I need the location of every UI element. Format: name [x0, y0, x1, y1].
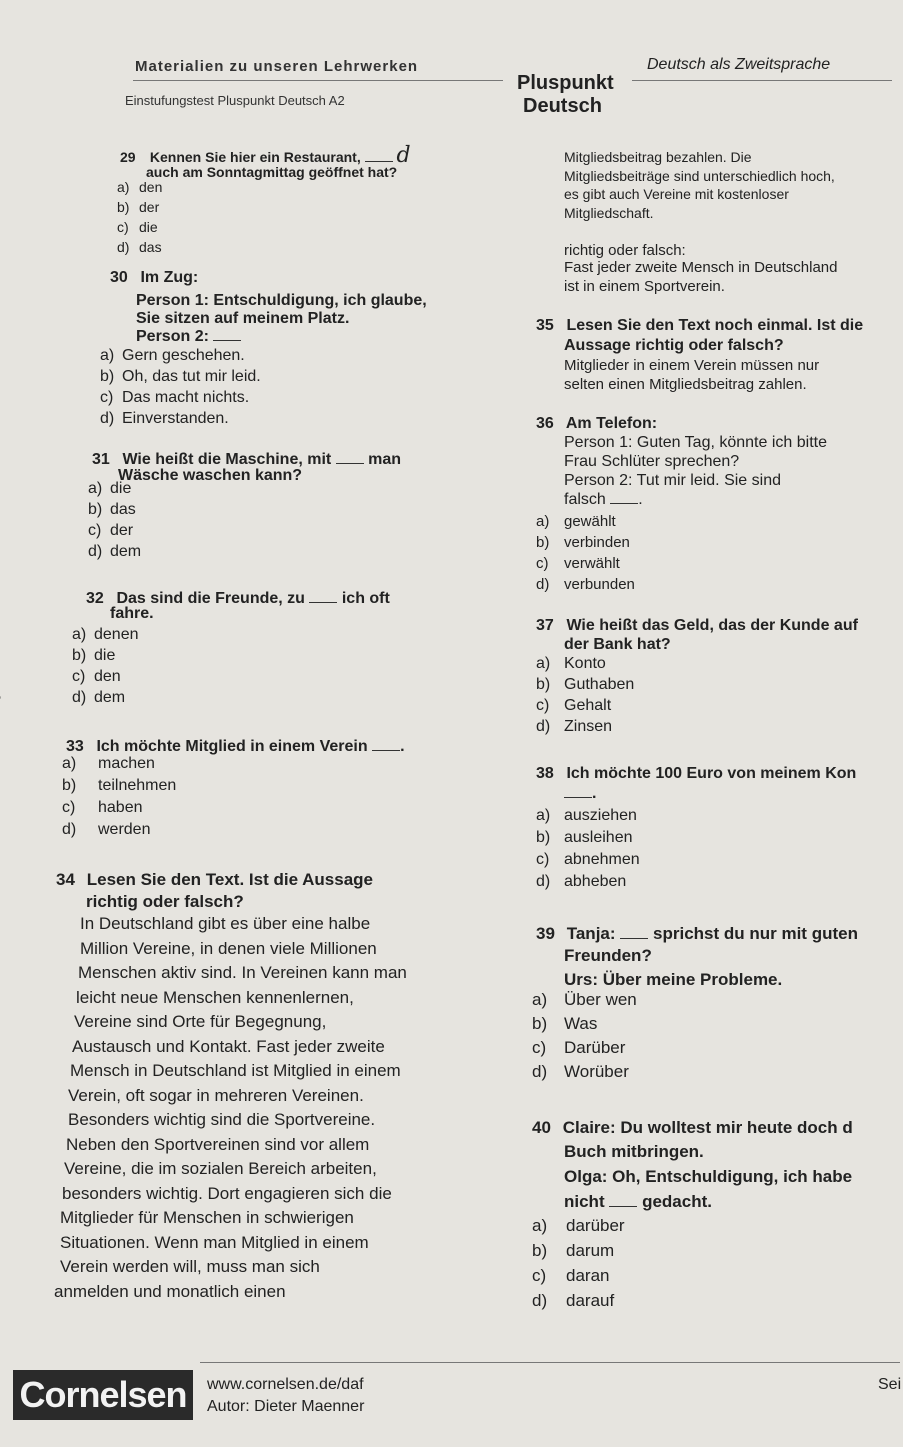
question-31-line2: Wäsche waschen kann?	[118, 467, 303, 484]
question-33-options	[62, 753, 176, 841]
question-31-options	[88, 478, 141, 562]
option-a[interactable]: a) Über wen	[532, 990, 637, 1009]
option-d[interactable]: d) Einverstanden.	[100, 410, 229, 427]
continued-text: Mitgliedsbeitrag bezahlen. Die Mitgliedsbeiträge sind unterschiedlich hoch, es gibt auch Vereine mit kostenloser Mitgliedschaft.	[564, 149, 835, 221]
question-29-line2: auch am Sonntagmittag geöffnet hat?	[146, 164, 398, 180]
option-a[interactable]: a) die	[88, 480, 132, 497]
option-b[interactable]: b) Guthaben	[536, 676, 635, 693]
question-40-line3: Olga: Oh, Entschuldigung, ich habe	[564, 1167, 853, 1186]
question-39-options	[532, 988, 637, 1084]
answer-blank	[372, 738, 400, 751]
question-40-options	[532, 1213, 625, 1313]
option-d[interactable]: d) werden	[62, 821, 151, 838]
option-a[interactable]: a) den	[117, 179, 163, 195]
test-title: Einstufungstest Pluspunkt Deutsch A2	[125, 93, 345, 108]
option-b[interactable]: b) ausleihen	[536, 829, 633, 846]
question-text: Wie heißt die Maschine, mit	[122, 451, 332, 468]
rf-statement: Fast jeder zweite Mensch in Deutschland ist in einem Sportverein.	[564, 259, 838, 295]
footer-author: Autor: Dieter Maenner	[207, 1398, 365, 1415]
option-b[interactable]: b) Was	[532, 1014, 598, 1033]
question-number: 33	[66, 738, 84, 755]
reading-text: In Deutschland gibt es über eine halbe Million Vereine, in denen viele Millionen Menschen aktiv sind. In Vereinen kann man leicht neue Menschen kennenlernen, Vereine sind Orte für Begegnung, Austausch und Kontakt. Fast jeder zweite Mensch in Deutschland ist Mitglied in einem Verein, oft sogar in mehreren Vereinen. Besonders wichtig sind die Sportvereine. Neben den Sportvereinen sind vor allem Vereine, die im sozialen Bereich arbeiten, besonders wichtig. Dort engagieren sich die Mitglieder für Menschen in schwierigen Situationen. Wenn man Mitglied in einem Verein werden will, muss man sich anmelden und monatlich einen	[54, 914, 407, 1301]
question-30-line3: Sie sitzen auf meinem Platz.	[136, 310, 350, 327]
subject-title: Deutsch als Zweitsprache	[647, 56, 831, 73]
question-text: Am Telefon:	[565, 415, 658, 432]
option-d[interactable]: d) dem	[88, 543, 142, 560]
option-b[interactable]: b) die	[72, 647, 116, 664]
question-35-line2: Aussage richtig oder falsch?	[564, 337, 784, 354]
question-number: 38	[536, 765, 554, 782]
option-d[interactable]: d) dem	[72, 689, 126, 706]
question-number: 37	[536, 617, 554, 634]
series-title: Materialien zu unseren Lehrwerken	[135, 58, 419, 75]
option-d[interactable]: d) das	[117, 239, 162, 255]
option-b[interactable]: b) darum	[532, 1241, 615, 1260]
question-number: 30	[110, 269, 128, 286]
question-number: 40	[532, 1118, 551, 1137]
answer-blank	[365, 149, 393, 162]
question-37-options	[536, 653, 634, 737]
option-d[interactable]: d) abheben	[536, 873, 627, 890]
copyright-sidebar	[0, 550, 1, 782]
question-text: Im Zug:	[140, 269, 199, 286]
answer-blank	[620, 926, 648, 939]
question-number: 39	[536, 924, 555, 943]
question-38-line2: .	[564, 784, 596, 803]
answer-blank	[213, 328, 241, 341]
option-c[interactable]: c) haben	[62, 799, 143, 816]
question-35-statement: Mitglieder in einem Verein müssen nur selten einen Mitgliedsbeitrag zahlen.	[564, 357, 820, 393]
option-d[interactable]: d) Worüber	[532, 1062, 629, 1081]
answer-blank	[309, 590, 337, 603]
question-30-options	[100, 345, 261, 429]
option-a[interactable]: a) darüber	[532, 1216, 625, 1235]
option-a[interactable]: a) machen	[62, 755, 155, 772]
question-34-line2: richtig oder falsch?	[86, 892, 244, 911]
option-b[interactable]: b) der	[117, 199, 160, 215]
question-text: Tanja:	[566, 924, 616, 943]
answer-blank	[610, 491, 638, 504]
question-text: Das sind die Freunde, zu	[116, 590, 305, 607]
question-36	[536, 414, 657, 433]
option-a[interactable]: a) denen	[72, 626, 139, 643]
question-40-line2: Buch mitbringen.	[564, 1142, 704, 1161]
answer-blank	[336, 451, 364, 464]
question-33: 33 Ich möchte Mitglied in einem Verein .	[66, 738, 405, 755]
question-text: Lesen Sie den Text. Ist die Aussage	[86, 870, 373, 889]
option-c[interactable]: c) abnehmen	[536, 851, 640, 868]
option-b[interactable]: b) teilnehmen	[62, 777, 177, 794]
answer-blank	[564, 785, 592, 798]
header-rule-left	[133, 80, 503, 81]
question-39: 39 Tanja: sprichst du nur mit guten	[536, 924, 858, 943]
question-number: 36	[536, 415, 554, 432]
option-b[interactable]: b) Oh, das tut mir leid.	[100, 368, 261, 385]
question-text: Lesen Sie den Text noch einmal. Ist die	[566, 317, 864, 334]
question-31: 31 Wie heißt die Maschine, mit man	[92, 451, 402, 468]
question-35	[536, 316, 863, 335]
question-40-line4: nicht gedacht.	[564, 1192, 712, 1211]
option-a[interactable]: a) gewählt	[536, 513, 616, 530]
question-32-options	[72, 624, 139, 708]
option-c[interactable]: c) Das macht nichts.	[100, 389, 250, 406]
footer-url[interactable]: www.cornelsen.de/daf	[207, 1376, 364, 1393]
brand-deutsch: Deutsch	[523, 95, 602, 117]
option-c[interactable]: c) daran	[532, 1266, 610, 1285]
option-c[interactable]: c) der	[88, 522, 134, 539]
question-text: Wie heißt das Geld, das der Kunde auf	[566, 617, 858, 634]
question-34	[56, 870, 373, 889]
answer-blank	[609, 1194, 637, 1207]
question-32-line2: fahre.	[110, 605, 154, 622]
question-30-line4: Person 2:	[136, 327, 241, 346]
question-39-line2: Freunden?	[564, 946, 652, 965]
footer-rule	[200, 1362, 900, 1363]
question-number: 31	[92, 451, 110, 468]
option-a[interactable]: a) Gern geschehen.	[100, 347, 245, 364]
option-c[interactable]: c) Gehalt	[536, 697, 612, 714]
question-37-line2: der Bank hat?	[564, 636, 671, 653]
brand-pluspunkt: Pluspunkt	[517, 72, 614, 94]
option-c[interactable]: c) verwählt	[536, 555, 620, 572]
question-36-options	[536, 511, 635, 595]
handwritten-answer: d	[396, 143, 411, 168]
option-d[interactable]: d) verbunden	[536, 576, 635, 593]
header-rule-right	[632, 80, 892, 81]
page-label: Sei	[878, 1376, 902, 1393]
question-38	[536, 764, 856, 783]
question-40	[532, 1118, 853, 1137]
option-d[interactable]: d) darauf	[532, 1291, 615, 1310]
question-30	[110, 268, 198, 287]
question-text: Ich möchte 100 Euro von meinem Kon	[566, 765, 857, 782]
question-number: 32	[86, 590, 104, 607]
option-c[interactable]: c) die	[117, 219, 158, 235]
question-number: 35	[536, 317, 554, 334]
question-number: 29	[120, 149, 136, 165]
cornelsen-logo: Cornelsen	[13, 1370, 193, 1420]
option-d[interactable]: d) Zinsen	[536, 718, 613, 735]
option-c[interactable]: c) Darüber	[532, 1038, 626, 1057]
question-36-dialog: Person 1: Guten Tag, könnte ich bitte Frau Schlüter sprechen? Person 2: Tut mir leid. Sie sind falsch .	[564, 434, 827, 508]
question-32: 32 Das sind die Freunde, zu ich oft	[86, 590, 390, 607]
question-number: 34	[56, 870, 75, 889]
question-text: Kennen Sie hier ein Restaurant,	[149, 149, 361, 165]
option-b[interactable]: b) verbinden	[536, 534, 630, 551]
question-37	[536, 616, 858, 635]
question-38-options	[536, 805, 640, 893]
question-39-line3: Urs: Über meine Probleme.	[564, 970, 783, 989]
question-text: Claire: Du wolltest mir heute doch d	[562, 1118, 853, 1137]
question-30-line2: Person 1: Entschuldigung, ich glaube,	[136, 292, 427, 309]
option-b[interactable]: b) das	[88, 501, 136, 518]
option-c[interactable]: c) den	[72, 668, 121, 685]
question-text: Ich möchte Mitglied in einem Verein	[96, 738, 368, 755]
option-a[interactable]: a) Konto	[536, 655, 606, 672]
rf-label: richtig oder falsch:	[564, 242, 686, 259]
question-29-options	[117, 177, 162, 257]
option-a[interactable]: a) ausziehen	[536, 807, 637, 824]
